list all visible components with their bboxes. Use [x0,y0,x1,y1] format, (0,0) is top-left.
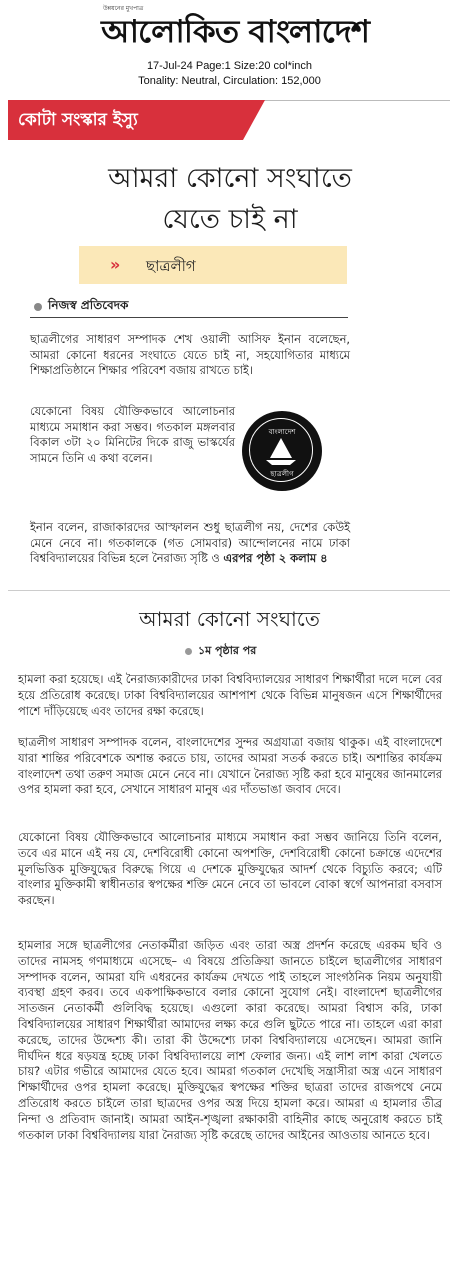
continuation-paragraph-3: যেকোনো বিষয় যৌক্তিকভাবে আলোচনার মাধ্যমে সমাধান করা সম্ভব জানিয়ে তিনি বলেন, তবে এর মানে এই নয় যে, দেশবিরোধী কোনো অপশক্তি, দেশবিরোধী কোনো চক্রান্তে এদেশের মূলভিত্তিক মুক্তিযুদ্ধের বিরুদ্ধে গিয়ে এ দেশকে মুক্তিযুদ্ধের আদর্শ থেকে বিচ্যুতি করবে; এটি বাংলার মুক্তিকামী স্বাধীনতার স্বপক্ষের শক্তি মেনে নেবে তা ভাবলে বোকা স্বর্গে আপনারা বসবাস করছেন। [18,830,442,908]
logo-bottom-text: ছাত্রলীগ [270,470,294,478]
section-separator [8,590,450,591]
story-paragraph-1: ছাত্রলীগের সাধারণ সম্পাদক শেখ ওয়ালী আসিফ ইনান বলেছেন, আমরা কোনো ধরনের সংঘাতে যেতে চাই না, সহযোগিতার মাধ্যমে শিক্ষাপ্রতিষ্ঠানে শিক্ষার পরিবেশ বজায় রাখতে চাই। [30,332,350,378]
clipping-date-line: 17-Jul-24 Page:1 Size:20 col*inch [146,60,313,72]
masthead [0,0,459,54]
headline-line-2: যেতে চাই না [162,204,298,235]
byline: নিজস্ব প্রতিবেদক [48,298,129,312]
clipping-tonality-line: Tonality: Neutral, Circulation: 152,000 [138,75,321,87]
bullet-icon [185,648,192,655]
organization-name: ছাত্রলীগ [146,257,196,275]
continued-on-reference: এরপর পৃষ্ঠা ২ কলাম ৪ [223,551,328,566]
bullet-icon [34,303,42,311]
section-banner-tail [243,100,265,140]
story-paragraph-3 [30,520,350,567]
continuation-paragraph-2: ছাত্রলীগ সাধারণ সম্পাদক বলেন, বাংলাদেশের সুন্দর অগ্রযাত্রা বজায় থাকুক। এই বাংলাদেশে যারা শান্তির পরিবেশকে অশান্ত করতে চায়, তাদের আমরা সতর্ক করতে চাই। অশান্তির কার্যক্রম বাংলাদেশ তথা তরুণ সমাজ মেনে নেবে না। যেখানে নৈরাজ্য সৃষ্টি করা হবে মানুষের জানমালের ওপর হামলা করা হবে, সেখানে সাধারণ মানুষ এর দাঁতভাঙা জবাব দেবে। [18,735,442,797]
newspaper-name: আলোকিত বাংলাদেশ [101,14,369,50]
continuation-headline: আমরা কোনো সংঘাতে [139,607,320,631]
logo-top-text: বাংলাদেশ [268,428,296,436]
boat-emblem-icon [262,436,300,466]
section-banner-label: কোটা সংস্কার ইস্যু [18,110,138,130]
headline-line-1: আমরা কোনো সংঘাতে [108,163,352,194]
continuation-paragraph-1: হামলা করা হয়েছে। এই নৈরাজ্যকারীদের ঢাকা বিশ্ববিদ্যালয়ের সাধারণ শিক্ষার্থীরা দলে দলে বের হয়ে প্রতিরোধ করেছে। ঢাকা বিশ্ববিদ্যালয়ের আশপাশ থেকে বিভিন্ন মানুষজন এসে শিক্ষার্থীদের পাশে দাঁড়িয়েছে এবং তাদের রক্ষা করেছে। [18,672,442,718]
byline-rule [30,317,348,318]
chevron-right-icon: » [110,255,121,274]
masthead-tagline: উন্নয়নের মুখপাত্র [103,5,144,12]
continued-from-reference: ১ম পৃষ্ঠার পর [198,644,257,657]
story-paragraph-3-text: ইনান বলেন, রাজাকারদের আস্ফালন শুধু ছাত্রলীগ নয়, দেশের কেউই মেনে নেবে না। গতকালকে (গত সোমবার) আন্দোলনের নামে ঢাকা বিশ্ববিদ্যালয়ের বিভিন্ন হলে নৈরাজ্য সৃষ্টি ও [30,520,350,566]
continuation-paragraph-4: হামলার সঙ্গে ছাত্রলীগের নেতাকর্মীরা জড়িত এবং তারা অস্ত্র প্রদর্শন করেছে এরকম ছবি ও তাদের নামসহ গণমাধ্যমে এসেছে– এ বিষয়ে প্রতিক্রিয়া জানতে চাইলে ছাত্রলীগের সাধারণ সম্পাদক বলেন, আমরা যদি এধরনের কার্যক্রম দেখতে পাই তাহলে সাংগঠনিক নিয়ম অনুযায়ী ব্যবস্থা গ্রহণ করব। তবে একপাক্ষিকভাবে বলার কোনো সুযোগ নেই। বাংলাদেশ ছাত্রলীগের সাতজন নেতাকর্মী গুলিবিদ্ধ হয়েছে। এগুলো কারা করেছে। আমরা বিশ্বাস করি, ঢাকা বিশ্ববিদ্যালয়ের সাধারণ শিক্ষার্থীরা আমাদের লক্ষ্য করে গুলি ছুটতে পারে না। তাহলে এরা কারা করেছে, তাদের উদ্দেশ্য কী। তারা কী উদ্দেশ্যে ঢাকা বিশ্ববিদ্যালয়ে এসেছেন। আমরা জানি দীর্ঘদিন ধরে ষড়যন্ত্র হচ্ছে ঢাকা বিশ্ববিদ্যালয়ে লাশ ফেলার জন্য। এই লাশ লাশ কারা খেলতে চায়? এটার গভীরে আমাদের যেতে হবে। আমরা গতকাল দেখেছি সন্ত্রাসীরা অস্ত্র এনে সাধারণ শিক্ষার্থীদের ওপর হামলা করেছে। মুক্তিযুদ্ধের স্বপক্ষের শক্তির ছাত্ররা তাদের রাজপথে নেমে প্রতিরোধ করতে চাইলে তারা ছাত্রদের ওপর অস্ত্র দিয়ে হামলা করে। আমরা এ হামলার তীব্র নিন্দা ও প্রতিবাদ জানাই। আমরা আইন-শৃঙ্খলা রক্ষাকারী বাহিনীর কাছে অনুরোধ করতে চাই গতকাল ঢাকা বিশ্ববিদ্যালয় যারা নৈরাজ্য সৃষ্টি করেছে তাদের আইনের আওতায় আনতে হবে। [18,938,442,1142]
story-paragraph-2: যেকোনো বিষয় যৌক্তিকভাবে আলোচনার মাধ্যমে সমাধান করা সম্ভব। গতকাল মঙ্গলবার বিকাল ৩টা ২০ মিনিটের দিকে রাজু ভাস্কর্যের সামনে তিনি এ কথা বলেন। [30,404,235,465]
